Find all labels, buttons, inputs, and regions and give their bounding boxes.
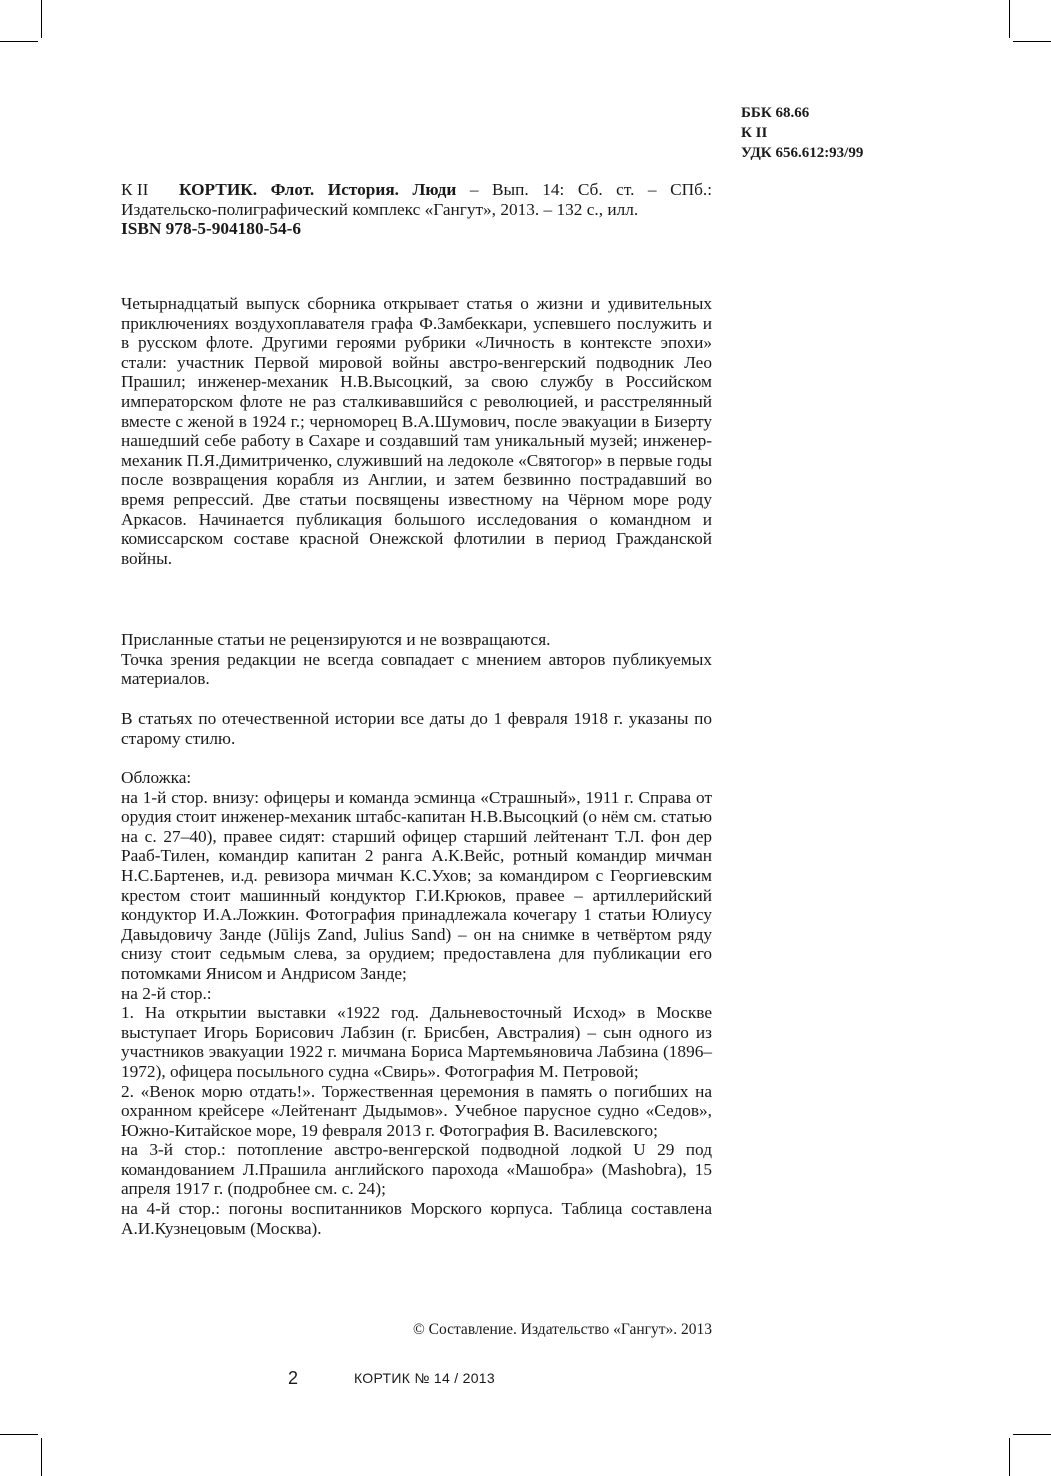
dates-note [121,709,712,748]
abstract [121,294,712,568]
crop-mark [41,1438,42,1476]
isbn: ISBN 978-5-904180-54-6 [121,219,302,239]
cover-credit: на 1-й стор. внизу: офицеры и команда эсминца «Страшный», 1911 г. Справа от орудия стоит инженер-механик штабс-капитан Н.В.Высоцкий (о нём см. статью на с. 27–40), правее сидят: старший офицер старший лейтенант Т.Л. фон дер Рааб-Тилен, командир капитан 2 ранга А.К.Вейс, ротный командир мичман Н.С.Бартенев, и.д. ревизора мичман К.С.Ухов; за командиром с Георгиевским крестом стоит машинный кондуктор Г.И.Крюков, правее – артиллерийский кондуктор И.А.Ложкин. Фотография принадлежала кочегару 1 статьи Юлиусу Давыдовичу Занде (Jūlijs Zand, Julius Sand) – он на снимке в четвёртом ряду снизу стоит седьмым слева, за орудием; предоставлена для публикации его потомками Янисом и Андрисом Занде; [121,787,712,983]
bibliographic-record [121,180,712,239]
crop-mark [1013,1434,1051,1435]
editorial-notice [121,630,712,689]
copyright-line: © Составление. Издательство «Гангут». 2013 [412,1321,712,1338]
cover-credit: на 2-й стор.: [121,983,212,1003]
biblio-details: – Вып. 14: Сб. ст. – СПб.: Издательско-полиграфический комплекс «Гангут», 2013. – 132 с., илл. [121,180,713,219]
classification-codes [741,103,863,163]
crop-mark [0,41,38,42]
cover-credit: на 4-й стор.: погоны воспитанников Морского корпуса. Таблица составлена А.И.Кузнецовым (Москва). [121,1199,712,1238]
dates-note-text: В статьях по отечественной истории все даты до 1 февраля 1918 г. указаны по старому стилю. [121,709,712,748]
bbk-code: ББК 68.66 [741,105,810,121]
cover-credits [121,768,712,1238]
cover-heading: Обложка: [121,768,192,787]
udk-code: УДК 656.612:93/99 [741,145,864,161]
notice-line: Присланные статьи не рецензируются и не возвращаются. [121,630,551,649]
crop-mark [1009,1438,1010,1476]
biblio-title: КОРТИК. Флот. История. Люди [179,180,457,199]
cover-credit: на 3-й стор.: потопление австро-венгерской подводной лодкой U 29 под командованием Л.Прашила английского парохода «Машобра» (Mashobra), 15 апреля 1917 г. (подробнее см. с. 24); [121,1140,712,1199]
crop-mark [1013,41,1051,42]
running-title: КОРТИК № 14 / 2013 [354,1370,495,1386]
cover-credit: 2. «Венок морю отдать!». Торжественная церемония в память о погибших на охранном крейсере «Лейтенант Дыдымов». Учебное парусное судно «Седов», Южно-Китайское море, 19 февраля 2013 г. Фотография В. Василевского; [121,1081,712,1140]
cover-credit: 1. На открытии выставки «1922 год. Дальневосточный Исход» в Москве выступает Игорь Борисович Лабзин (г. Брисбен, Австралия) – сын одного из участников эвакуации 1922 г. мичмана Бориса Мартемьяновича Лабзина (1896–1972), офицера посыльного судна «Свирь». Фотография М. Петровой; [121,1003,712,1081]
crop-mark [41,0,42,38]
abstract-text: Четырнадцатый выпуск сборника открывает статья о жизни и удивительных приключениях воздухоплавателя графа Ф.Замбеккари, успевшего послужить и в русском флоте. Другими героями рубрики «Личность в контексте эпохи» стали: участник Первой мировой войны австро-венгерский подводник Лео Прашил; инженер-механик Н.В.Высоцкий, за свою службу в Российском императорском флоте не раз сталкивавшийся с революцией, и расстрелянный вместе с женой в 1924 г.; черноморец В.А.Шумович, после эвакуации в Бизерту нашедший себе работу в Сахаре и создавший там уникальный музей; инженер-механик П.Я.Димитриченко, служивший на ледоколе «Святогор» в первые годы после возвращения корабля из Англии, и затем безвинно пострадавший во время репрессий. Две статьи посвящены известному на Чёрном море роду Аркасов. Начинается публикация большого исследования о командном и комиссарском составе красной Онежской флотилии в период Гражданской войны. [121,294,712,568]
crop-mark [1009,0,1010,38]
biblio-code: К II [121,180,149,199]
page-number: 2 [288,1368,299,1388]
notice-line: Точка зрения редакции не всегда совпадает с мнением авторов публикуемых материалов. [121,649,712,689]
crop-mark [0,1434,38,1435]
author-mark: К II [741,125,768,141]
